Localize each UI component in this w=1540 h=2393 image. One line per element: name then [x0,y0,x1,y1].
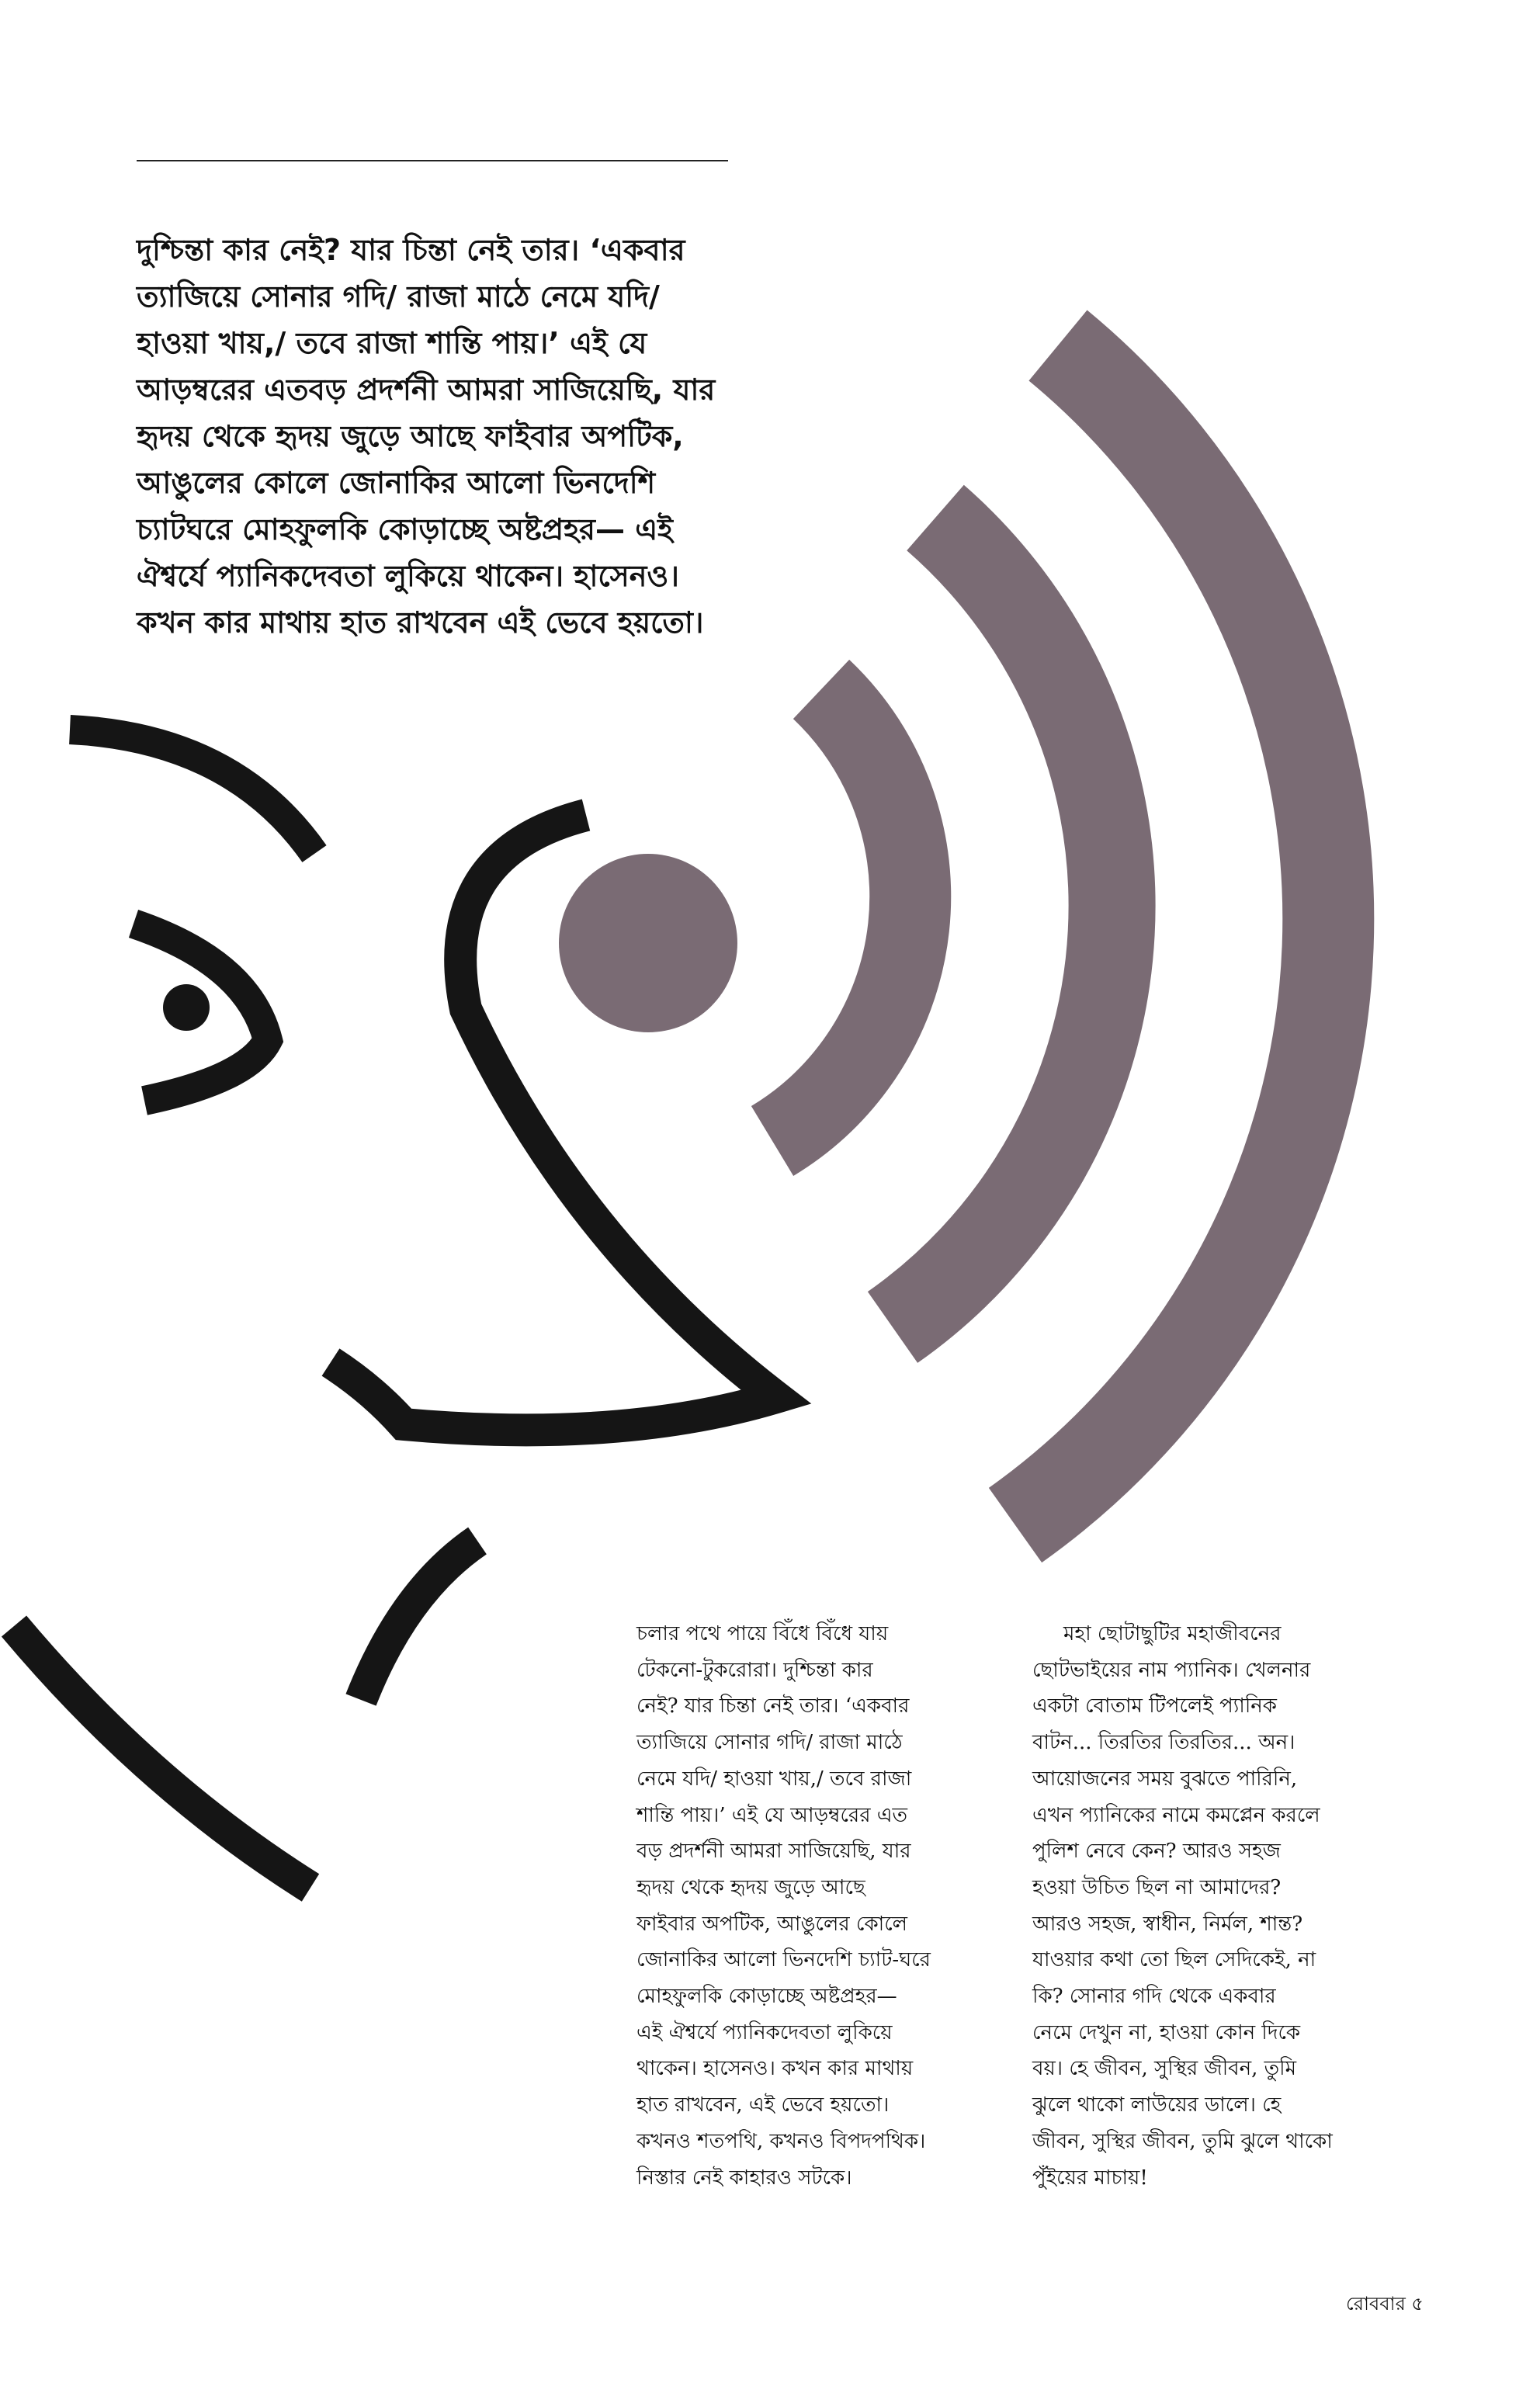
text-line: শান্তি পায়।’ এই যে আড়ম্বরের এত [636,1803,908,1827]
text-line: এখন প্যানিকের নামে কমপ্লেন করলে [1032,1803,1320,1827]
text-line: ঐশ্বর্যে প্যানিকদেবতা লুকিয়ে থাকেন। হাসেনও। [137,559,679,593]
signal-arc-3 [1015,345,1328,1525]
text-line: ত্যাজিয়ে সোনার গদি/ রাজা মাঠে [636,1731,903,1755]
text-line: পুঁইয়ের মাচায়! [1032,2166,1148,2190]
text-line: থাকেন। হাসেনও। কখন কার মাথায় [636,2057,914,2081]
face-chin-arc [14,1626,310,1888]
text-line: ত্যাজিয়ে সোনার গদি/ রাজা মাঠে নেমে যদি/ [137,279,660,314]
text-line: হৃদয় থেকে হৃদয় জুড়ে আছে ফাইবার অপটিক, [137,419,684,453]
text-line: জীবন, সুস্থির জীবন, তুমি ঝুলে থাকো [1032,2129,1333,2153]
text-line: এই ঐশ্বর্যে প্যানিকদেবতা লুকিয়ে [636,2020,893,2044]
signal-arcs [559,345,1328,1525]
signal-dot [559,854,737,1032]
text-line: হাওয়া খায়,/ তবে রাজা শান্তি পায়।’ এই যে [137,326,647,360]
text-line: দুশ্চিন্তা কার নেই? যার চিন্তা নেই তার। ‘একবার [137,233,685,267]
text-line: নিস্তার নেই কাহারও সটকে। [636,2166,852,2190]
text-line: একটা বোতাম টিপলেই প্যানিক [1032,1694,1277,1718]
face-mouth-arc [361,1541,477,1700]
text-line: বাটন... তিরতির তিরতির... অন। [1032,1731,1295,1755]
text-line: হৃদয় থেকে হৃদয় জুড়ে আছে [636,1875,865,1899]
text-line: মোহফুলকি কোড়াচ্ছে অষ্টপ্রহর— [636,1985,897,2009]
text-line: হওয়া উচিত ছিল না আমাদের? [1032,1875,1282,1899]
text-line: চলার পথে পায়ে বিঁধে বিঁধে যায় [636,1622,889,1646]
signal-arc-1 [772,689,910,1141]
text-line: নেই? যার চিন্তা নেই তার। ‘একবার [636,1694,910,1718]
text-line: ফাইবার অপটিক, আঙুলের কোলে [636,1912,908,1936]
text-line: কখনও শতপথি, কখনও বিপদপথিক। [636,2129,926,2153]
text-line: কখন কার মাথায় হাত রাখবেন এই ভেবে হয়তো। [137,605,704,640]
text-line: চ্যাটঘরে মোহফুলকি কোড়াচ্ছে অষ্টপ্রহর— এই [137,512,673,546]
body-column-right [1032,1616,1436,2196]
page-footer: রোববার ৫ [1346,2293,1424,2315]
text-line: হাত রাখবেন, এই ভেবে হয়তো। [636,2093,890,2117]
text-line: টেকনো-টুকরোরা। দুশ্চিন্তা কার [636,1658,873,1682]
body-column-left [636,1616,1009,2196]
text-line: পুলিশ নেবে কেন? আরও সহজ [1032,1840,1281,1864]
text-line: আঙুলের কোলে জোনাকির আলো ভিনদেশি [137,466,656,500]
text-line: কি? সোনার গদি থেকে একবার [1032,1985,1276,2009]
text-line: নেমে দেখুন না, হাওয়া কোন দিকে [1032,2020,1301,2044]
text-line: আড়ম্বরের এতবড় প্রদর্শনী আমরা সাজিয়েছি, যার [137,373,716,407]
text-line: জোনাকির আলো ভিনদেশি চ্যাট-ঘরে [636,1948,931,1972]
face-forehead-arc [70,730,314,854]
text-line: আয়োজনের সময় বুঝতে পারিনি, [1032,1767,1298,1791]
text-line: বড় প্রদর্শনী আমরা সাজিয়েছি, যার [636,1840,911,1864]
text-line: আরও সহজ, স্বাধীন, নির্মল, শান্ত? [1032,1912,1303,1936]
text-line: মহা ছোটাছুটির মহাজীবনের [1063,1622,1282,1646]
text-line: নেমে যদি/ হাওয়া খায়,/ তবে রাজা [636,1767,912,1791]
text-line: ঝুলে থাকো লাউয়ের ডালে। হে [1032,2093,1282,2117]
text-line: ছোটভাইয়ের নাম প্যানিক। খেলনার [1032,1658,1311,1682]
text-line: যাওয়ার কথা তো ছিল সেদিকেই, না [1032,1948,1316,1972]
face-eye-dot [163,984,210,1031]
text-line: বয়। হে জীবন, সুস্থির জীবন, তুমি [1032,2057,1297,2081]
